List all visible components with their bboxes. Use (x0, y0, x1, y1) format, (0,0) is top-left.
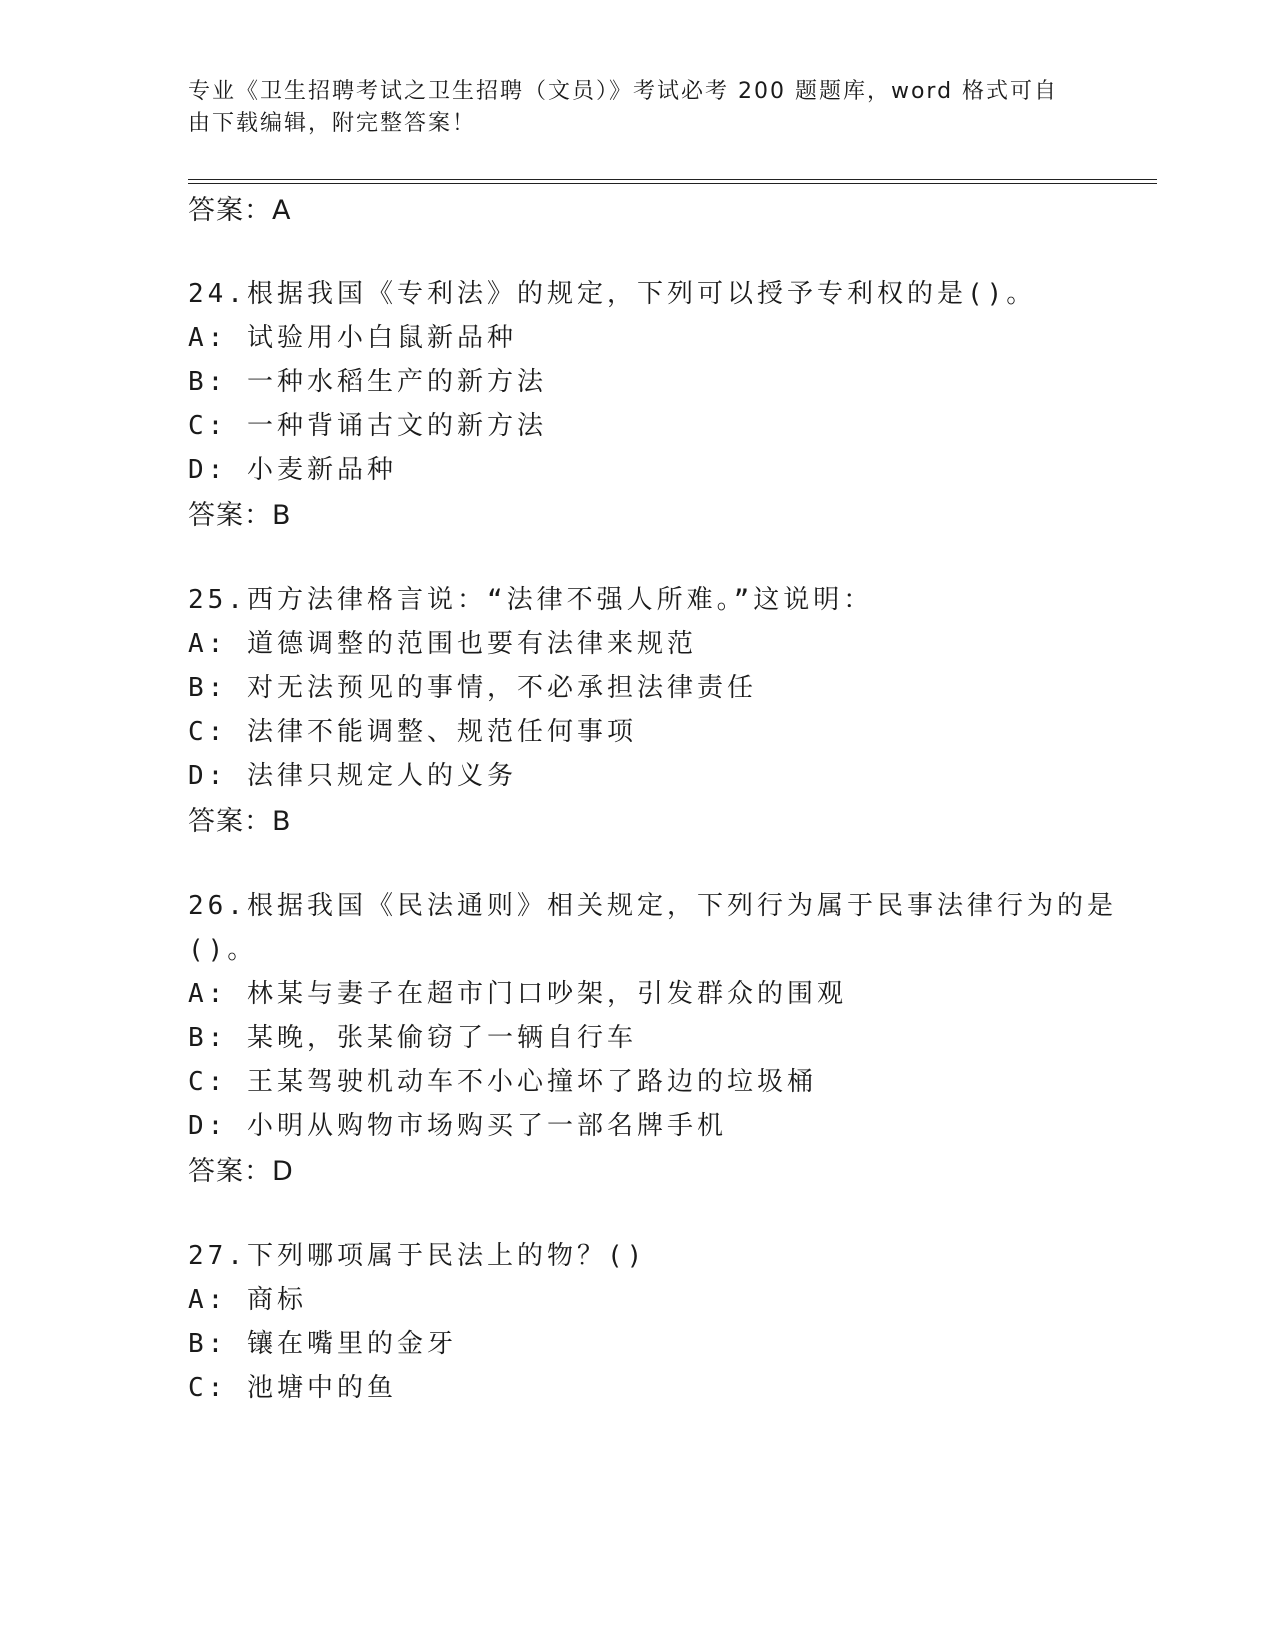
question-25-text: 25.西方法律格言说：“法律不强人所难。”这说明： (188, 585, 874, 615)
question-26-option-c: C: 王某驾驶机动车不小心撞坏了路边的垃圾桶 (188, 1067, 817, 1097)
question-27-option-a: A: 商标 (188, 1285, 307, 1315)
question-27-option-c: C: 池塘中的鱼 (188, 1373, 397, 1403)
answer-25: 答案：B (188, 806, 292, 837)
question-24-text: 24.根据我国《专利法》的规定，下列可以授予专利权的是()。 (188, 279, 1037, 309)
question-24-option-b: B: 一种水稻生产的新方法 (188, 367, 547, 397)
question-25-option-c: C: 法律不能调整、规范任何事项 (188, 717, 637, 747)
header-line-2: 由下载编辑，附完整答案！ (188, 111, 477, 136)
header-line-1: 专业《卫生招聘考试之卫生招聘（文员）》考试必考 200 题题库，word 格式可自 (188, 79, 1059, 104)
question-25-option-a: A: 道德调整的范围也要有法律来规范 (188, 629, 697, 659)
answer-26: 答案：D (188, 1156, 294, 1187)
question-24-option-d: D: 小麦新品种 (188, 455, 397, 485)
answer-24: 答案：B (188, 500, 292, 531)
question-24-option-c: C: 一种背诵古文的新方法 (188, 411, 547, 441)
question-26-text-line-2: ()。 (188, 935, 258, 965)
question-26-option-b: B: 某晚，张某偷窃了一辆自行车 (188, 1023, 637, 1053)
question-26-option-a: A: 林某与妻子在超市门口吵架，引发群众的围观 (188, 979, 847, 1009)
question-24-option-a: A: 试验用小白鼠新品种 (188, 323, 517, 353)
question-26-option-d: D: 小明从购物市场购买了一部名牌手机 (188, 1111, 727, 1141)
document-header (188, 76, 1068, 140)
question-27-text: 27.下列哪项属于民法上的物？() (188, 1241, 647, 1271)
question-25-option-b: B: 对无法预见的事情，不必承担法律责任 (188, 673, 757, 703)
header-divider-bottom (188, 183, 1157, 184)
question-25-option-d: D: 法律只规定人的义务 (188, 761, 517, 791)
question-26-text-line-1: 26.根据我国《民法通则》相关规定，下列行为属于民事法律行为的是 (188, 891, 1117, 921)
header-divider-top (188, 179, 1157, 180)
question-27-option-b: B: 镶在嘴里的金牙 (188, 1329, 457, 1359)
answer-23: 答案：A (188, 195, 292, 226)
